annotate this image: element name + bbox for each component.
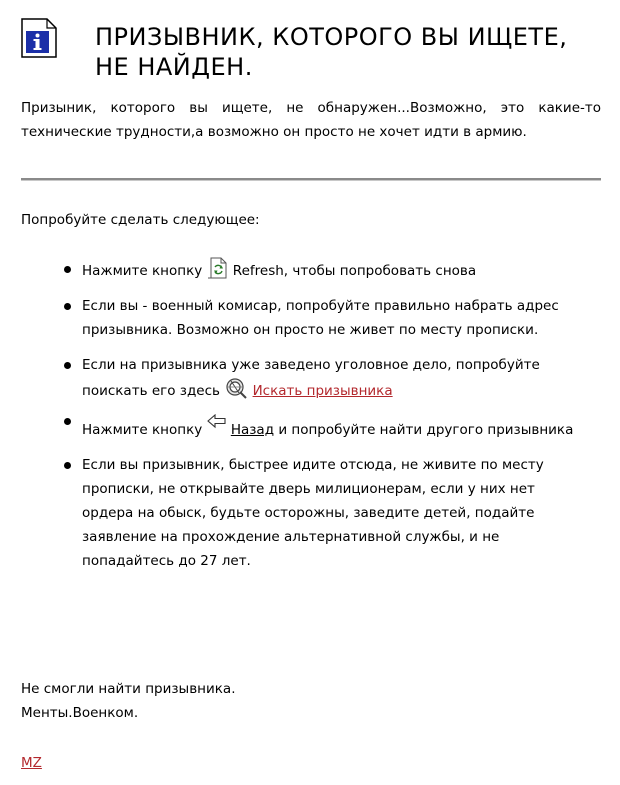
tip-back xyxy=(64,414,584,442)
mz-link[interactable]: MZ xyxy=(21,755,42,771)
tip-back-before: Нажмите кнопку xyxy=(82,422,203,438)
bullet xyxy=(64,303,71,310)
try-instructions: Попробуйте сделать следующее: xyxy=(21,212,260,228)
tip-refresh-after: Refresh, чтобы попробовать снова xyxy=(228,263,477,279)
tip-search-before: Если на призывника уже заведено уголовное дело, попробуйте поискать его здесь xyxy=(82,357,540,399)
bullet xyxy=(64,362,71,369)
refresh-icon[interactable] xyxy=(207,257,229,279)
back-link[interactable]: Назад xyxy=(230,422,275,438)
tip-refresh-before: Нажмите кнопку xyxy=(82,263,203,279)
tip-conscript-text: Если вы призывник, быстрее идите отсюда, не живите по месту прописки, не открывайте дверь милиционерам, если у них нет ордера на обыск, будьте осторожны, заведите детей, подайте заявление на прохождение альтернативной службы, и не попадайтесь до 27 лет. xyxy=(82,457,544,569)
tip-conscript xyxy=(64,453,584,573)
tip-commissar xyxy=(64,294,584,342)
tips-list xyxy=(64,257,584,584)
divider xyxy=(21,178,601,181)
footer-line-2: Менты.Военком. xyxy=(21,705,139,721)
back-arrow-icon[interactable] xyxy=(207,414,227,432)
footer-text xyxy=(21,677,235,725)
search-conscript-link[interactable]: Искать призывника xyxy=(252,383,393,399)
tip-refresh xyxy=(64,257,584,283)
tip-back-after: и попробуйте найти другого призывника xyxy=(274,422,574,438)
intro-text: Призыник, которого вы ищете, не обнаружен...Возможно, это какие-то технические трудности,а возможно он просто не хочет идти в армию. xyxy=(21,100,601,140)
page-header xyxy=(21,16,601,86)
info-icon xyxy=(21,18,57,58)
bullet xyxy=(64,462,71,469)
tip-commissar-text: Если вы - военный комисар, попробуйте правильно набрать адрес призывника. Возможно он просто не живет по месту прописки. xyxy=(82,298,559,338)
bullet xyxy=(64,266,71,273)
page-title: ПРИЗЫВНИК, КОТОРОГО ВЫ ИЩЕТЕ, НЕ НАЙДЕН. xyxy=(95,23,568,81)
footer-line-1: Не смогли найти призывника. xyxy=(21,681,236,697)
bullet xyxy=(64,418,71,425)
tip-search xyxy=(64,353,584,403)
search-icon[interactable] xyxy=(224,377,248,399)
